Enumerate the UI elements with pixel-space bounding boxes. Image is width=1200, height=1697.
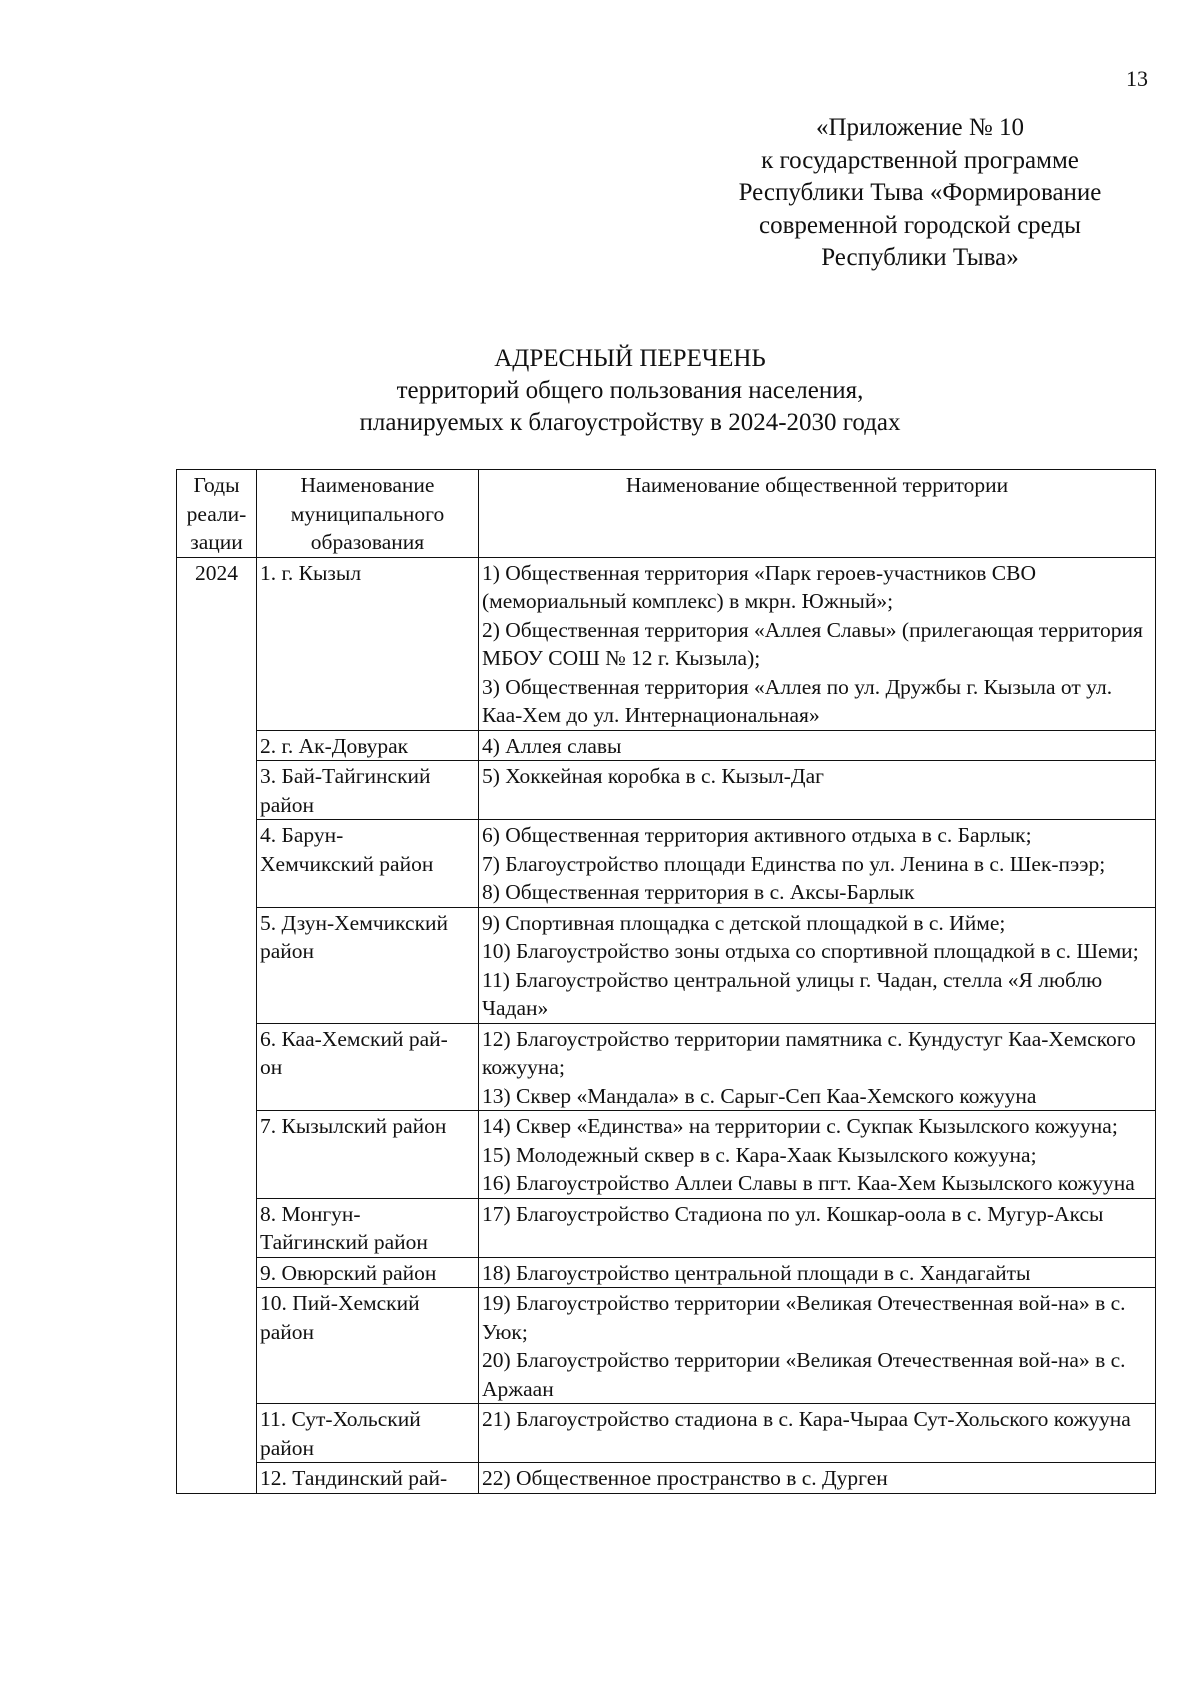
header-years-line: зации [190,530,243,554]
municipality-cell [257,730,479,761]
appendix-header-line: «Приложение № 10 [815,114,1025,141]
municipality-name: 2. г. Ак-Довурак [260,733,409,758]
municipality-name: район [260,1435,315,1460]
municipality-name: район [260,939,315,963]
municipality-name: 5. Дзун-Хемчикский [260,910,449,935]
territory-cell [479,730,1156,761]
territory-cell [479,907,1156,1023]
territory-item: 6) Общественная территория активного отдыха в с. Барлык; [482,823,1032,847]
territory-item: 2) Общественная территория «Аллея Славы» (прилегающая территория МБОУ СОШ № 12 г. Кызыла); [482,617,1143,670]
municipality-cell [257,1404,479,1463]
territory-item: 1) Общественная территория «Парк героев-участников СВО (мемориальный комплекс) в мкрн. Южный»; [482,560,1037,613]
municipality-name: 9. Овюрский район [260,1260,437,1285]
municipality-cell [257,557,479,730]
header-municipality-line: муниципального [290,501,445,526]
municipality-name: 10. Пий-Хемский [260,1291,420,1315]
territory-cell [479,1463,1156,1494]
municipality-name: Хемчикский район [260,851,434,876]
document-title: АДРЕСНЫЙ ПЕРЕЧЕНЬ [494,345,766,372]
municipality-cell [257,1288,479,1404]
territory-item: 17) Благоустройство Стадиона по ул. Кошкар-оола в с. Мугур-Аксы [482,1201,1104,1226]
document-title-block [0,343,1200,439]
territory-item: 19) Благоустройство территории «Великая Отечественная вой-на» в с. Уюк; [482,1291,1126,1344]
appendix-header [690,112,1150,275]
page-number: 13 [1126,66,1148,91]
territory-item: 9) Спортивная площадка с детской площадкой в с. Ийме; [482,910,1006,935]
address-list-table [176,469,1156,1494]
territory-cell [479,820,1156,908]
territory-item: 12) Благоустройство территории памятника с. Кундустуг Каа-Хемского кожууна; [482,1026,1136,1079]
header-territory: Наименование общественной территории [479,470,1156,558]
territory-cell [479,1023,1156,1111]
header-years [177,470,257,558]
municipality-name: район [260,1319,315,1344]
table-row [177,557,1156,730]
year-cell: 2024 [177,557,257,1493]
municipality-name: 7. Кызылский район [260,1114,447,1138]
header-municipality-line: образования [310,530,425,554]
table-row [177,1198,1156,1257]
territory-cell [479,1404,1156,1463]
table-header-row [177,470,1156,558]
document-subtitle: территорий общего пользования населения, [396,377,864,404]
municipality-cell [257,761,479,820]
table-row [177,1404,1156,1463]
appendix-header-line: Республики Тыва» [821,244,1019,271]
territory-item: 21) Благоустройство стадиона в с. Кара-Чыраа Сут-Хольского кожууна [482,1407,1131,1431]
table-row [177,761,1156,820]
municipality-name: он [260,1055,283,1079]
municipality-name: 11. Сут-Хольский [260,1407,421,1431]
appendix-header-line: Республики Тыва «Формирование [738,179,1102,206]
territory-item: 22) Общественное пространство в с. Дурген [482,1466,888,1490]
municipality-cell [257,907,479,1023]
table-row [177,907,1156,1023]
territory-item: 10) Благоустройство зоны отдыха со спортивной площадкой в с. Шеми; [482,939,1139,963]
territory-cell [479,1198,1156,1257]
municipality-cell [257,1463,479,1494]
municipality-name: Тайгинский район [260,1230,428,1254]
territory-item: 16) Благоустройство Аллеи Славы в пгт. Каа-Хем Кызылского кожууна [482,1171,1135,1195]
document-subtitle: планируемых к благоустройству в 2024-2030 годах [359,409,901,436]
territory-cell [479,1257,1156,1288]
table-row [177,820,1156,908]
municipality-name: 6. Каа-Хемский рай- [260,1026,448,1051]
territory-cell [479,557,1156,730]
appendix-header-line: к государственной программе [761,146,1079,174]
municipality-name: 4. Барун- [260,823,344,847]
territory-item: 18) Благоустройство центральной площади в с. Хандагайты [482,1260,1031,1285]
table-row [177,1023,1156,1111]
territory-cell [479,1111,1156,1199]
table-row [177,730,1156,761]
table-row [177,1111,1156,1199]
header-years-line: реали- [186,501,247,526]
header-municipality [257,470,479,558]
municipality-cell [257,1198,479,1257]
municipality-name: 3. Бай-Тайгинский [260,764,431,788]
table-body [177,557,1156,1493]
territory-item: 11) Благоустройство центральной улицы г. Чадан, стелла «Я люблю Чадан» [482,967,1103,1020]
municipality-cell [257,1023,479,1111]
territory-item: 13) Сквер «Мандала» в с. Сарыг-Сеп Каа-Хемского кожууна [482,1083,1037,1108]
territory-item: 7) Благоустройство площади Единства по ул. Ленина в с. Шек-пээр; [482,851,1106,876]
municipality-name: 12. Тандинский рай- [260,1466,448,1490]
territory-item: 5) Хоккейная коробка в с. Кызыл-Даг [482,764,824,788]
municipality-name: 1. г. Кызыл [260,560,362,585]
territory-item: 20) Благоустройство территории «Великая Отечественная вой-на» в с. Аржаан [482,1348,1126,1401]
municipality-cell [257,1111,479,1199]
municipality-name: 8. Монгун- [260,1201,361,1226]
municipality-cell [257,1257,479,1288]
territory-item: 4) Аллея славы [482,733,622,758]
header-municipality-line: Наименование [300,473,435,497]
table-row [177,1257,1156,1288]
header-years-line: Годы [193,473,240,497]
appendix-header-line: современной городской среды [759,211,1081,239]
territory-item: 14) Сквер «Единства» на территории с. Сукпак Кызылского кожууна; [482,1114,1118,1138]
territory-item: 3) Общественная территория «Аллея по ул. Дружбы г. Кызыла от ул. Каа-Хем до ул. Интернациональная» [482,674,1113,727]
territory-cell [479,761,1156,820]
territory-item: 15) Молодежный сквер в с. Кара-Хаак Кызылского кожууна; [482,1142,1037,1167]
table-row [177,1288,1156,1404]
municipality-cell [257,820,479,908]
municipality-name: район [260,792,315,817]
territory-cell [479,1288,1156,1404]
table-row [177,1463,1156,1494]
territory-item: 8) Общественная территория в с. Аксы-Барлык [482,880,915,904]
